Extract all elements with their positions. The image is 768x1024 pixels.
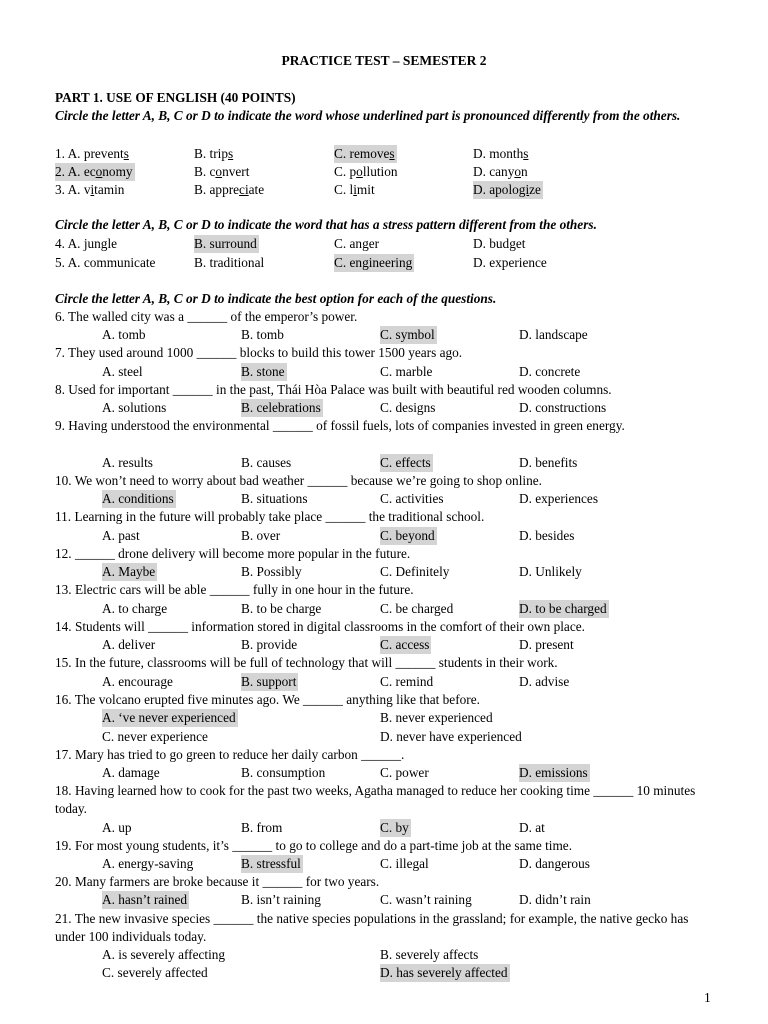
question-14: 14. Students will ______ information stored in digital classrooms in the comfort of their own place. bbox=[55, 619, 585, 634]
q15-option-d: D. advise bbox=[519, 674, 570, 689]
question-12: 12. ______ drone delivery will become more popular in the future. bbox=[55, 546, 411, 561]
q2-option-d: D. canyon bbox=[473, 164, 528, 179]
q9-option-d: D. benefits bbox=[519, 455, 578, 470]
q8-option-d: D. constructions bbox=[519, 400, 607, 415]
q1-option-a: 1. A. prevents bbox=[55, 146, 129, 161]
q7-option-c: C. marble bbox=[380, 364, 433, 379]
q11-option-c: C. beyond bbox=[380, 528, 435, 543]
q8-option-b: B. celebrations bbox=[241, 400, 321, 415]
q7-option-a: A. steel bbox=[102, 364, 143, 379]
question-13: 13. Electric cars will be able ______ fully in one hour in the future. bbox=[55, 582, 414, 597]
q5-option-b: B. traditional bbox=[194, 255, 265, 270]
q11-option-a: A. past bbox=[102, 528, 140, 543]
q8-option-c: C. designs bbox=[380, 400, 436, 415]
q16-option-b: B. never experienced bbox=[380, 710, 493, 725]
q19-option-b: B. stressful bbox=[241, 856, 301, 871]
q14-option-b: B. provide bbox=[241, 637, 298, 652]
q8-option-a: A. solutions bbox=[102, 400, 167, 415]
q21-option-c: C. severely affected bbox=[102, 965, 208, 980]
q5-option-a: 5. A. communicate bbox=[55, 255, 156, 270]
q21-option-d: D. has severely affected bbox=[380, 965, 508, 980]
q13-option-b: B. to be charge bbox=[241, 601, 322, 616]
q6-option-c: C. symbol bbox=[380, 327, 435, 342]
question-11: 11. Learning in the future will probably take place ______ the traditional school. bbox=[55, 509, 485, 524]
q10-option-d: D. experiences bbox=[519, 491, 599, 506]
q20-option-a: A. hasn’t rained bbox=[102, 892, 188, 907]
q11-option-d: D. besides bbox=[519, 528, 575, 543]
question-20: 20. Many farmers are broke because it ______ for two years. bbox=[55, 874, 380, 889]
q16-option-d: D. never have experienced bbox=[380, 729, 522, 744]
instruction-best-option: Circle the letter A, B, C or D to indicate the best option for each of the questions. bbox=[55, 291, 497, 306]
q6-option-a: A. tomb bbox=[102, 327, 146, 342]
q10-option-b: B. situations bbox=[241, 491, 308, 506]
q2-option-a: 2. A. economy bbox=[55, 164, 133, 179]
q11-option-b: B. over bbox=[241, 528, 281, 543]
part-heading: PART 1. USE OF ENGLISH (40 POINTS) bbox=[55, 90, 296, 105]
q7-option-d: D. concrete bbox=[519, 364, 581, 379]
q16-option-a: A. ‘ve never experienced bbox=[102, 710, 236, 725]
q12-option-a: A. Maybe bbox=[102, 564, 156, 579]
q12-option-d: D. Unlikely bbox=[519, 564, 582, 579]
q17-option-d: D. emissions bbox=[519, 765, 588, 780]
q10-option-a: A. conditions bbox=[102, 491, 174, 506]
q5-option-d: D. experience bbox=[473, 255, 547, 270]
q12-option-b: B. Possibly bbox=[241, 564, 302, 579]
question-10: 10. We won’t need to worry about bad weather ______ because we’re going to shop online. bbox=[55, 473, 542, 488]
q19-option-c: C. illegal bbox=[380, 856, 429, 871]
q10-option-c: C. activities bbox=[380, 491, 444, 506]
q18-option-b: B. from bbox=[241, 820, 283, 835]
question-18: 18. Having learned how to cook for the past two weeks, Agatha managed to reduce her cooking time ______ 10 minutes today. bbox=[55, 783, 696, 816]
q12-option-c: C. Definitely bbox=[380, 564, 450, 579]
q2-option-b: B. convert bbox=[194, 164, 250, 179]
q17-option-a: A. damage bbox=[102, 765, 160, 780]
instruction-pronunciation: Circle the letter A, B, C or D to indicate the word whose underlined part is pronounced differently from the others. bbox=[55, 108, 681, 123]
q13-option-c: C. be charged bbox=[380, 601, 454, 616]
q14-option-d: D. present bbox=[519, 637, 574, 652]
q18-option-c: C. by bbox=[380, 820, 409, 835]
q17-option-b: B. consumption bbox=[241, 765, 326, 780]
question-15: 15. In the future, classrooms will be full of technology that will ______ students in their work. bbox=[55, 655, 558, 670]
q3-option-c: C. limit bbox=[334, 182, 375, 197]
q4-option-a: 4. A. jungle bbox=[55, 236, 118, 251]
q17-option-c: C. power bbox=[380, 765, 429, 780]
question-21: 21. The new invasive species ______ the native species populations in the grassland; for example, the native gecko has under 100 individuals today. bbox=[55, 911, 689, 944]
q1-option-b: B. trips bbox=[194, 146, 234, 161]
page-number: 1 bbox=[704, 990, 711, 1005]
q16-option-c: C. never experience bbox=[102, 729, 208, 744]
q20-option-d: D. didn’t rain bbox=[519, 892, 591, 907]
q9-option-b: B. causes bbox=[241, 455, 292, 470]
q13-option-d: D. to be charged bbox=[519, 601, 607, 616]
q21-option-a: A. is severely affecting bbox=[102, 947, 226, 962]
q19-option-a: A. energy-saving bbox=[102, 856, 194, 871]
q18-option-a: A. up bbox=[102, 820, 132, 835]
q9-option-a: A. results bbox=[102, 455, 153, 470]
question-9: 9. Having understood the environmental ______ of fossil fuels, lots of companies invested in green energy. bbox=[55, 418, 625, 433]
q5-option-c: C. engineering bbox=[334, 255, 413, 270]
question-19: 19. For most young students, it’s ______ to go to college and do a part-time job at the same time. bbox=[55, 838, 573, 853]
q14-option-a: A. deliver bbox=[102, 637, 156, 652]
q3-option-b: B. appreciate bbox=[194, 182, 265, 197]
q15-option-c: C. remind bbox=[380, 674, 434, 689]
q20-option-b: B. isn’t raining bbox=[241, 892, 321, 907]
question-8: 8. Used for important ______ in the past, Thái Hòa Palace was built with beautiful red wooden columns. bbox=[55, 382, 612, 397]
q15-option-a: A. encourage bbox=[102, 674, 173, 689]
q4-option-b: B. surround bbox=[194, 236, 257, 251]
page-title: PRACTICE TEST – SEMESTER 2 bbox=[281, 53, 487, 68]
q2-option-c: C. pollution bbox=[334, 164, 398, 179]
q6-option-d: D. landscape bbox=[519, 327, 588, 342]
q6-option-b: B. tomb bbox=[241, 327, 284, 342]
q9-option-c: C. effects bbox=[380, 455, 431, 470]
q4-option-d: D. budget bbox=[473, 236, 526, 251]
q20-option-c: C. wasn’t raining bbox=[380, 892, 472, 907]
q14-option-c: C. access bbox=[380, 637, 430, 652]
q3-option-a: 3. A. vitamin bbox=[55, 182, 125, 197]
q7-option-b: B. stone bbox=[241, 364, 285, 379]
q21-option-b: B. severely affects bbox=[380, 947, 479, 962]
q3-option-d: D. apologize bbox=[473, 182, 541, 197]
q19-option-d: D. dangerous bbox=[519, 856, 590, 871]
q4-option-c: C. anger bbox=[334, 236, 380, 251]
q18-option-d: D. at bbox=[519, 820, 545, 835]
question-16: 16. The volcano erupted five minutes ago. We ______ anything like that before. bbox=[55, 692, 480, 707]
q15-option-b: B. support bbox=[241, 674, 297, 689]
q1-option-c: C. removes bbox=[334, 146, 395, 161]
q13-option-a: A. to charge bbox=[102, 601, 168, 616]
question-7: 7. They used around 1000 ______ blocks to build this tower 1500 years ago. bbox=[55, 345, 463, 360]
question-17: 17. Mary has tried to go green to reduce her daily carbon ______. bbox=[55, 747, 405, 762]
q1-option-d: D. months bbox=[473, 146, 529, 161]
instruction-stress: Circle the letter A, B, C or D to indicate the word that has a stress pattern different from the others. bbox=[55, 217, 597, 232]
question-6: 6. The walled city was a ______ of the emperor’s power. bbox=[55, 309, 358, 324]
